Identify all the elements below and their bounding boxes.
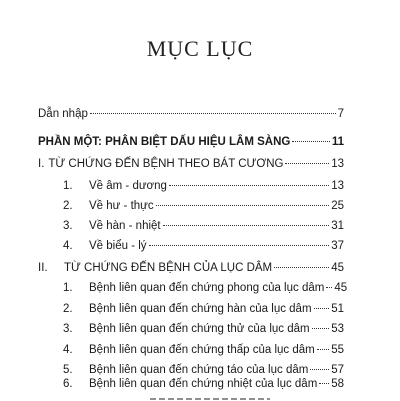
leader-dots — [90, 113, 336, 114]
toc-entry-section-ii — [38, 261, 344, 275]
toc-entry-1-4 — [63, 239, 344, 253]
page-title: MỤC LỤC — [146, 36, 254, 61]
toc-entry-page: 55 — [331, 344, 344, 356]
toc-entry-2-3 — [63, 322, 344, 336]
toc-entry-2-6 — [63, 377, 344, 391]
toc-entry-label: TỪ CHỨNG ĐẾN BỆNH CỦA LỤC DÂM — [64, 262, 273, 274]
toc-entry-introduction — [38, 107, 344, 121]
toc-entry-number: 4. — [63, 344, 73, 356]
toc-entry-label: Bệnh liên quan đến chứng phong của lục dâm — [89, 282, 325, 294]
toc-entry-number: 2. — [63, 303, 73, 315]
leader-dots — [285, 163, 329, 164]
toc-entry-label: PHẦN MỘT: PHÂN BIỆT DẤU HIỆU LÂM SÀNG — [38, 136, 291, 148]
toc-entry-page: 31 — [331, 220, 344, 232]
toc-entry-page: 13 — [331, 180, 344, 192]
toc-entry-page: 13 — [331, 158, 344, 170]
leader-dots — [326, 287, 332, 288]
toc-entry-number: 1. — [63, 282, 73, 294]
toc-entry-label: Bệnh liên quan đến chứng thử của lục dâm — [89, 323, 310, 335]
toc-entry-part-one — [38, 135, 344, 149]
leader-dots — [319, 383, 329, 384]
toc-entry-label: Bệnh liên quan đến chứng hàn của lục dâm — [89, 303, 312, 315]
leader-dots — [169, 185, 329, 186]
toc-entry-number: I. — [38, 158, 45, 170]
toc-entry-page: 45 — [334, 282, 348, 294]
toc-entry-label: Về biểu - lý — [89, 240, 147, 252]
toc-entry-page: 51 — [331, 303, 344, 315]
toc-entry-page: 53 — [331, 323, 344, 335]
toc-entry-number: 3. — [63, 220, 73, 232]
toc-entry-2-1 — [63, 281, 348, 295]
toc-entry-number: II. — [38, 262, 48, 274]
leader-dots — [314, 308, 330, 309]
toc-entry-2-5 — [63, 363, 344, 377]
toc-entry-number: 2. — [63, 200, 73, 212]
toc-entry-page: 37 — [331, 240, 344, 252]
leader-dots — [317, 349, 329, 350]
toc-entry-page: 7 — [337, 108, 344, 120]
toc-entry-2-4 — [63, 343, 344, 357]
toc-entry-page: 25 — [331, 200, 344, 212]
toc-entry-number: 1. — [63, 180, 73, 192]
leader-dots — [156, 205, 330, 206]
leader-dots — [292, 141, 329, 142]
toc-entry-label: Bệnh liên quan đến chứng thấp của lục dâm — [89, 344, 315, 356]
toc-entry-page: 11 — [331, 136, 344, 148]
toc-entry-2-2 — [63, 302, 344, 316]
toc-entry-1-1 — [63, 179, 344, 193]
toc-entry-page: 58 — [331, 378, 344, 390]
leader-dots — [274, 267, 329, 268]
leader-dots — [149, 245, 330, 246]
toc-entry-label: Về hàn - nhiệt — [89, 220, 161, 232]
leader-dots — [163, 225, 330, 226]
toc-entry-number: 6. — [63, 378, 73, 390]
toc-entry-1-2 — [63, 199, 344, 213]
toc-entry-number: 4. — [63, 240, 73, 252]
toc-entry-label: Về âm - dương — [89, 180, 167, 192]
toc-entry-1-3 — [63, 219, 344, 233]
leader-dots — [312, 328, 330, 329]
toc-entry-page: 45 — [331, 262, 344, 274]
toc-entry-label: Bệnh liên quan đến chứng nhiệt của lục dâm — [89, 378, 318, 390]
toc-entry-label: Bệnh liên quan đến chứng táo của lục dâm — [89, 364, 309, 376]
toc-entry-label: Dẫn nhập — [38, 108, 88, 120]
toc-entry-section-i — [38, 157, 344, 171]
toc-entry-label: Về hư - thực — [89, 200, 154, 212]
toc-entry-label: TỪ CHỨNG ĐẾN BỆNH THEO BÁT CƯƠNG — [48, 158, 284, 170]
toc-entry-page: 57 — [331, 364, 344, 376]
leader-dots — [310, 369, 329, 370]
toc-entry-number: 3. — [63, 323, 73, 335]
toc-entry-number: 5. — [63, 364, 73, 376]
